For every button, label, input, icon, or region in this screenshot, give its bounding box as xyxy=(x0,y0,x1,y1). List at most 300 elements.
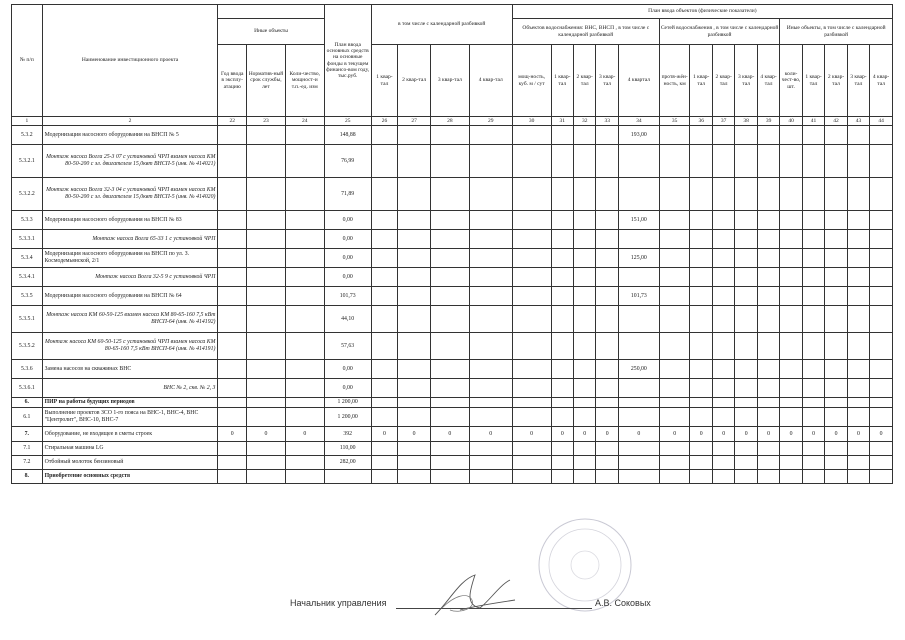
table-cell xyxy=(398,470,431,484)
table-row xyxy=(12,230,893,249)
project-name: Замена насосов на скважинах ВНС xyxy=(42,360,218,379)
table-cell xyxy=(596,306,618,333)
table-cell xyxy=(469,211,512,230)
header-oth-q2: 2 квар-тал xyxy=(825,45,847,117)
table-cell xyxy=(551,268,573,287)
project-name: Стиральная машина LG xyxy=(42,442,218,456)
table-cell xyxy=(712,306,734,333)
project-name: Отбойный молоток бензиновый xyxy=(42,456,218,470)
table-cell xyxy=(802,379,824,398)
table-cell xyxy=(825,145,847,178)
header-plan-physical: План ввода объектов (физические показатели) xyxy=(512,5,892,19)
header-q3: 3 квар-тал xyxy=(430,45,469,117)
table-cell xyxy=(802,456,824,470)
plan-input-value: 76,99 xyxy=(324,145,371,178)
row-number: 8. xyxy=(12,470,43,484)
table-cell xyxy=(825,360,847,379)
table-cell xyxy=(690,456,712,470)
table-cell xyxy=(596,442,618,456)
column-number: 41 xyxy=(802,117,824,126)
project-name: ПИР на работы будущих периодов xyxy=(42,398,218,408)
table-cell xyxy=(690,333,712,360)
table-cell xyxy=(757,211,779,230)
table-row xyxy=(12,442,893,456)
table-cell xyxy=(780,178,802,211)
plan-input-value: 110,00 xyxy=(324,442,371,456)
table-cell xyxy=(371,398,398,408)
table-cell xyxy=(825,333,847,360)
table-cell xyxy=(247,145,286,178)
table-cell xyxy=(825,379,847,398)
table-row xyxy=(12,470,893,484)
table-row xyxy=(12,268,893,287)
table-cell xyxy=(847,230,869,249)
table-cell xyxy=(285,268,324,287)
table-cell xyxy=(398,287,431,306)
table-cell xyxy=(735,398,757,408)
table-cell xyxy=(870,230,893,249)
table-cell xyxy=(825,306,847,333)
table-cell xyxy=(398,249,431,268)
header-calendar-split: в том числе с календарной разбивкой xyxy=(371,5,512,45)
column-numbers-row xyxy=(12,117,893,126)
table-cell xyxy=(371,211,398,230)
table-cell xyxy=(574,470,596,484)
header-plan-input: План ввода основных средств на основные фонды в текущем финансо-вом году, тыс.руб. xyxy=(324,5,371,117)
table-cell xyxy=(870,211,893,230)
table-cell xyxy=(285,333,324,360)
table-cell xyxy=(757,360,779,379)
signature-block xyxy=(290,598,690,618)
table-cell xyxy=(659,126,690,145)
table-cell xyxy=(247,408,286,427)
q4-capacity-value xyxy=(618,398,659,408)
table-cell xyxy=(430,211,469,230)
table-cell xyxy=(690,145,712,178)
table-cell xyxy=(757,178,779,211)
table-cell xyxy=(430,456,469,470)
table-cell xyxy=(757,145,779,178)
table-cell xyxy=(398,211,431,230)
header-q4-full: 4 квартал xyxy=(618,45,659,117)
table-cell xyxy=(574,178,596,211)
table-cell xyxy=(247,379,286,398)
table-cell xyxy=(712,211,734,230)
row-number: 7.1 xyxy=(12,442,43,456)
table-cell xyxy=(780,456,802,470)
table-cell xyxy=(574,287,596,306)
table-cell xyxy=(469,178,512,211)
row-number: 5.3.6.1 xyxy=(12,379,43,398)
table-cell xyxy=(247,470,286,484)
table-row xyxy=(12,287,893,306)
zero-value: 0 xyxy=(469,427,512,442)
table-cell xyxy=(551,456,573,470)
project-name: Монтаж насоса Вогга 65-33 1 с установкой ЧРП xyxy=(42,230,218,249)
zero-value: 0 xyxy=(218,427,247,442)
header-net-q2: 2 квар-тал xyxy=(712,45,734,117)
table-cell xyxy=(285,470,324,484)
header-q1s: 1 квар-тал xyxy=(551,45,573,117)
table-cell xyxy=(659,306,690,333)
table-cell xyxy=(574,306,596,333)
table-cell xyxy=(247,268,286,287)
column-number: 25 xyxy=(324,117,371,126)
table-cell xyxy=(551,470,573,484)
table-cell xyxy=(285,145,324,178)
table-cell xyxy=(469,398,512,408)
table-cell xyxy=(847,268,869,287)
table-cell xyxy=(847,287,869,306)
table-cell xyxy=(285,360,324,379)
zero-value: 0 xyxy=(430,427,469,442)
table-cell xyxy=(371,249,398,268)
table-cell xyxy=(847,145,869,178)
table-cell xyxy=(690,249,712,268)
header-oth-q1: 1 квар-тал xyxy=(802,45,824,117)
table-cell xyxy=(735,360,757,379)
table-cell xyxy=(469,456,512,470)
plan-input-value: 148,88 xyxy=(324,126,371,145)
table-cell xyxy=(512,360,551,379)
table-cell xyxy=(398,178,431,211)
table-cell xyxy=(218,408,247,427)
column-number: 24 xyxy=(285,117,324,126)
table-cell xyxy=(870,398,893,408)
column-number: 38 xyxy=(735,117,757,126)
table-cell xyxy=(398,398,431,408)
table-cell xyxy=(870,306,893,333)
header-other-objects-2: Иные объекты, в том числе с календарной разбивкой xyxy=(780,19,893,45)
column-number: 32 xyxy=(574,117,596,126)
column-number: 43 xyxy=(847,117,869,126)
table-cell xyxy=(398,333,431,360)
table-cell xyxy=(551,306,573,333)
table-row xyxy=(12,178,893,211)
table-cell xyxy=(735,456,757,470)
plan-input-value: 0,00 xyxy=(324,230,371,249)
project-name: ВНС № 2, скв. № 2, 3 xyxy=(42,379,218,398)
table-cell xyxy=(285,287,324,306)
table-cell xyxy=(757,306,779,333)
project-name: Монтаж насоса Вогга 32-3 04 с установкой ЧРП взамен насоса КМ 80-50-200 с эл. двигателем 15,0квт ВНСП-5 (инв. № 414020) xyxy=(42,178,218,211)
table-cell xyxy=(712,230,734,249)
table-cell xyxy=(847,126,869,145)
table-cell xyxy=(825,178,847,211)
table-cell xyxy=(802,306,824,333)
header-networks: Сетей водоснабжения , в том числе с календарной разбивкой xyxy=(659,19,780,45)
table-cell xyxy=(574,230,596,249)
table-cell xyxy=(757,249,779,268)
project-name: Выполнение проектов ЗСО 1-го пояса на ВНС-1, ВНС-4, ВНС "Центролит", ВНС-10, ВНС-7 xyxy=(42,408,218,427)
table-cell xyxy=(430,178,469,211)
table-cell xyxy=(870,470,893,484)
table-row xyxy=(12,306,893,333)
table-cell xyxy=(780,398,802,408)
header-oth-q4: 4 квар-тал xyxy=(870,45,893,117)
table-cell xyxy=(574,408,596,427)
table-cell xyxy=(802,470,824,484)
table-cell xyxy=(551,398,573,408)
row-number: 5.3.2.2 xyxy=(12,178,43,211)
table-cell xyxy=(574,398,596,408)
table-row xyxy=(12,398,893,408)
header-other-objects: Иные объекты xyxy=(218,19,324,45)
table-cell xyxy=(690,379,712,398)
plan-input-value: 71,89 xyxy=(324,178,371,211)
header-water-objects: Объектов водоснабжения: ВНС, ВНСП , в том числе с календарной разбивкой xyxy=(512,19,659,45)
column-number: 33 xyxy=(596,117,618,126)
q4-capacity-value xyxy=(618,145,659,178)
table-cell xyxy=(847,178,869,211)
table-cell xyxy=(398,306,431,333)
zero-value: 0 xyxy=(712,427,734,442)
table-cell xyxy=(825,230,847,249)
zero-value: 0 xyxy=(735,427,757,442)
table-cell xyxy=(574,442,596,456)
table-cell xyxy=(247,249,286,268)
q4-capacity-value: 193,00 xyxy=(618,126,659,145)
table-cell xyxy=(285,230,324,249)
table-cell xyxy=(735,268,757,287)
table-body xyxy=(12,126,893,484)
table-cell xyxy=(218,145,247,178)
table-cell xyxy=(247,306,286,333)
row-number: 6. xyxy=(12,398,43,408)
signature-title: Начальник управления xyxy=(290,598,387,608)
table-cell xyxy=(371,408,398,427)
table-cell xyxy=(430,145,469,178)
table-cell xyxy=(690,126,712,145)
table-cell xyxy=(512,287,551,306)
header-num: № п/п xyxy=(12,5,43,117)
table-cell xyxy=(430,126,469,145)
zero-value: 0 xyxy=(618,427,659,442)
table-cell xyxy=(596,379,618,398)
table-cell xyxy=(469,470,512,484)
zero-value: 0 xyxy=(596,427,618,442)
table-cell xyxy=(735,287,757,306)
table-cell xyxy=(512,379,551,398)
table-cell xyxy=(398,456,431,470)
table-cell xyxy=(574,379,596,398)
table-cell xyxy=(870,268,893,287)
table-cell xyxy=(735,145,757,178)
table-cell xyxy=(596,268,618,287)
table-cell xyxy=(847,306,869,333)
plan-input-value: 0,00 xyxy=(324,249,371,268)
table-cell xyxy=(847,360,869,379)
table-cell xyxy=(780,145,802,178)
project-name: Монтаж насоса Вогга 32-5 9 с установкой ЧРП xyxy=(42,268,218,287)
q4-capacity-value xyxy=(618,470,659,484)
header-net-q1: 1 квар-тал xyxy=(690,45,712,117)
table-cell xyxy=(430,379,469,398)
column-number: 23 xyxy=(247,117,286,126)
table-cell xyxy=(430,408,469,427)
table-cell xyxy=(469,333,512,360)
column-number: 22 xyxy=(218,117,247,126)
table-cell xyxy=(757,333,779,360)
project-name: Модернизация насосного оборудования на ВНСП № 83 xyxy=(42,211,218,230)
table-cell xyxy=(551,442,573,456)
zero-value: 0 xyxy=(551,427,573,442)
table-cell xyxy=(512,178,551,211)
table-cell xyxy=(780,442,802,456)
table-cell xyxy=(574,360,596,379)
table-cell xyxy=(712,178,734,211)
q4-capacity-value xyxy=(618,408,659,427)
table-row xyxy=(12,456,893,470)
plan-input-value: 0,00 xyxy=(324,268,371,287)
table-cell xyxy=(596,470,618,484)
table-cell xyxy=(847,456,869,470)
header-q2: 2 квар-тал xyxy=(398,45,431,117)
table-cell xyxy=(512,145,551,178)
table-cell xyxy=(712,268,734,287)
table-cell xyxy=(398,268,431,287)
column-number: 37 xyxy=(712,117,734,126)
project-name: Модернизация насосного оборудования на ВНСП № 5 xyxy=(42,126,218,145)
plan-input-value: 0,00 xyxy=(324,211,371,230)
table-cell xyxy=(757,398,779,408)
table-cell xyxy=(802,398,824,408)
column-number: 29 xyxy=(469,117,512,126)
table-cell xyxy=(870,178,893,211)
table-cell xyxy=(371,268,398,287)
header-net-q4: 4 квар-тал xyxy=(757,45,779,117)
q4-capacity-value xyxy=(618,379,659,398)
table-cell xyxy=(551,126,573,145)
table-cell xyxy=(574,145,596,178)
table-cell xyxy=(285,379,324,398)
table-cell xyxy=(825,408,847,427)
q4-capacity-value xyxy=(618,178,659,211)
header-q2s: 2 квар-тал xyxy=(574,45,596,117)
row-number: 7. xyxy=(12,427,43,442)
table-cell xyxy=(398,379,431,398)
table-cell xyxy=(659,268,690,287)
table-cell xyxy=(847,408,869,427)
table-cell xyxy=(735,333,757,360)
table-cell xyxy=(596,333,618,360)
table-cell xyxy=(285,211,324,230)
plan-input-value: 1 200,00 xyxy=(324,408,371,427)
plan-input-value: 392 xyxy=(324,427,371,442)
table-cell xyxy=(659,178,690,211)
table-cell xyxy=(218,398,247,408)
table-cell xyxy=(285,398,324,408)
column-number: 44 xyxy=(870,117,893,126)
table-cell xyxy=(735,249,757,268)
table-cell xyxy=(712,408,734,427)
column-number: 39 xyxy=(757,117,779,126)
project-name: Приобретение основных средств xyxy=(42,470,218,484)
header-quantity: Коли-чество, мощност-и т.п.-ед. изм xyxy=(285,45,324,117)
table-cell xyxy=(218,230,247,249)
table-cell xyxy=(430,306,469,333)
header-q4: 4 квар-тал xyxy=(469,45,512,117)
table-cell xyxy=(596,145,618,178)
table-cell xyxy=(780,360,802,379)
table-cell xyxy=(847,333,869,360)
column-number: 1 xyxy=(12,117,43,126)
zero-value: 0 xyxy=(802,427,824,442)
row-number: 5.3.5.2 xyxy=(12,333,43,360)
table-cell xyxy=(596,230,618,249)
table-row xyxy=(12,211,893,230)
table-cell xyxy=(218,333,247,360)
table-cell xyxy=(870,145,893,178)
table-cell xyxy=(512,456,551,470)
row-number: 5.3.4 xyxy=(12,249,43,268)
table-cell xyxy=(596,408,618,427)
table-cell xyxy=(847,249,869,268)
table-cell xyxy=(551,178,573,211)
project-name: Монтаж насоса КМ 60-50-125 взамен насоса КМ 80-65-160 7,5 кВт ВНСП-64 (инв. № 414192) xyxy=(42,306,218,333)
investment-plan-sheet xyxy=(11,4,893,484)
table-cell xyxy=(870,379,893,398)
table-cell xyxy=(574,456,596,470)
zero-value: 0 xyxy=(398,427,431,442)
project-name: Модернизация насосного оборудования на ВНСП по ул. З. Космодемьянской, 2/1 xyxy=(42,249,218,268)
table-cell xyxy=(757,126,779,145)
table-cell xyxy=(780,287,802,306)
table-cell xyxy=(512,306,551,333)
table-cell xyxy=(469,268,512,287)
table-cell xyxy=(780,230,802,249)
table-cell xyxy=(371,470,398,484)
table-cell xyxy=(247,333,286,360)
table-cell xyxy=(757,456,779,470)
row-number: 5.3.3.1 xyxy=(12,230,43,249)
column-number: 42 xyxy=(825,117,847,126)
table-cell xyxy=(659,456,690,470)
table-cell xyxy=(780,211,802,230)
table-cell xyxy=(371,306,398,333)
table-cell xyxy=(825,211,847,230)
table-cell xyxy=(218,456,247,470)
header-service-life: Норматив-ный срок службы, лет xyxy=(247,45,286,117)
table-cell xyxy=(802,360,824,379)
table-cell xyxy=(551,333,573,360)
table-cell xyxy=(780,408,802,427)
table-cell xyxy=(469,287,512,306)
table-cell xyxy=(218,442,247,456)
table-cell xyxy=(870,442,893,456)
project-name: Оборудование, не входящее в сметы строек xyxy=(42,427,218,442)
plan-input-value: 101,73 xyxy=(324,287,371,306)
table-cell xyxy=(659,408,690,427)
table-cell xyxy=(659,470,690,484)
row-number: 7.2 xyxy=(12,456,43,470)
table-cell xyxy=(218,211,247,230)
header-oth-q3: 3 квар-тал xyxy=(847,45,869,117)
column-number: 27 xyxy=(398,117,431,126)
table-cell xyxy=(512,249,551,268)
table-cell xyxy=(371,379,398,398)
table-cell xyxy=(247,442,286,456)
table-cell xyxy=(596,178,618,211)
table-cell xyxy=(690,211,712,230)
plan-input-value: 282,00 xyxy=(324,456,371,470)
table-cell xyxy=(218,178,247,211)
table-cell xyxy=(218,249,247,268)
table-cell xyxy=(596,398,618,408)
table-cell xyxy=(285,126,324,145)
header-year-input: Год ввода в эксплу-атацию xyxy=(218,45,247,117)
table-cell xyxy=(802,442,824,456)
